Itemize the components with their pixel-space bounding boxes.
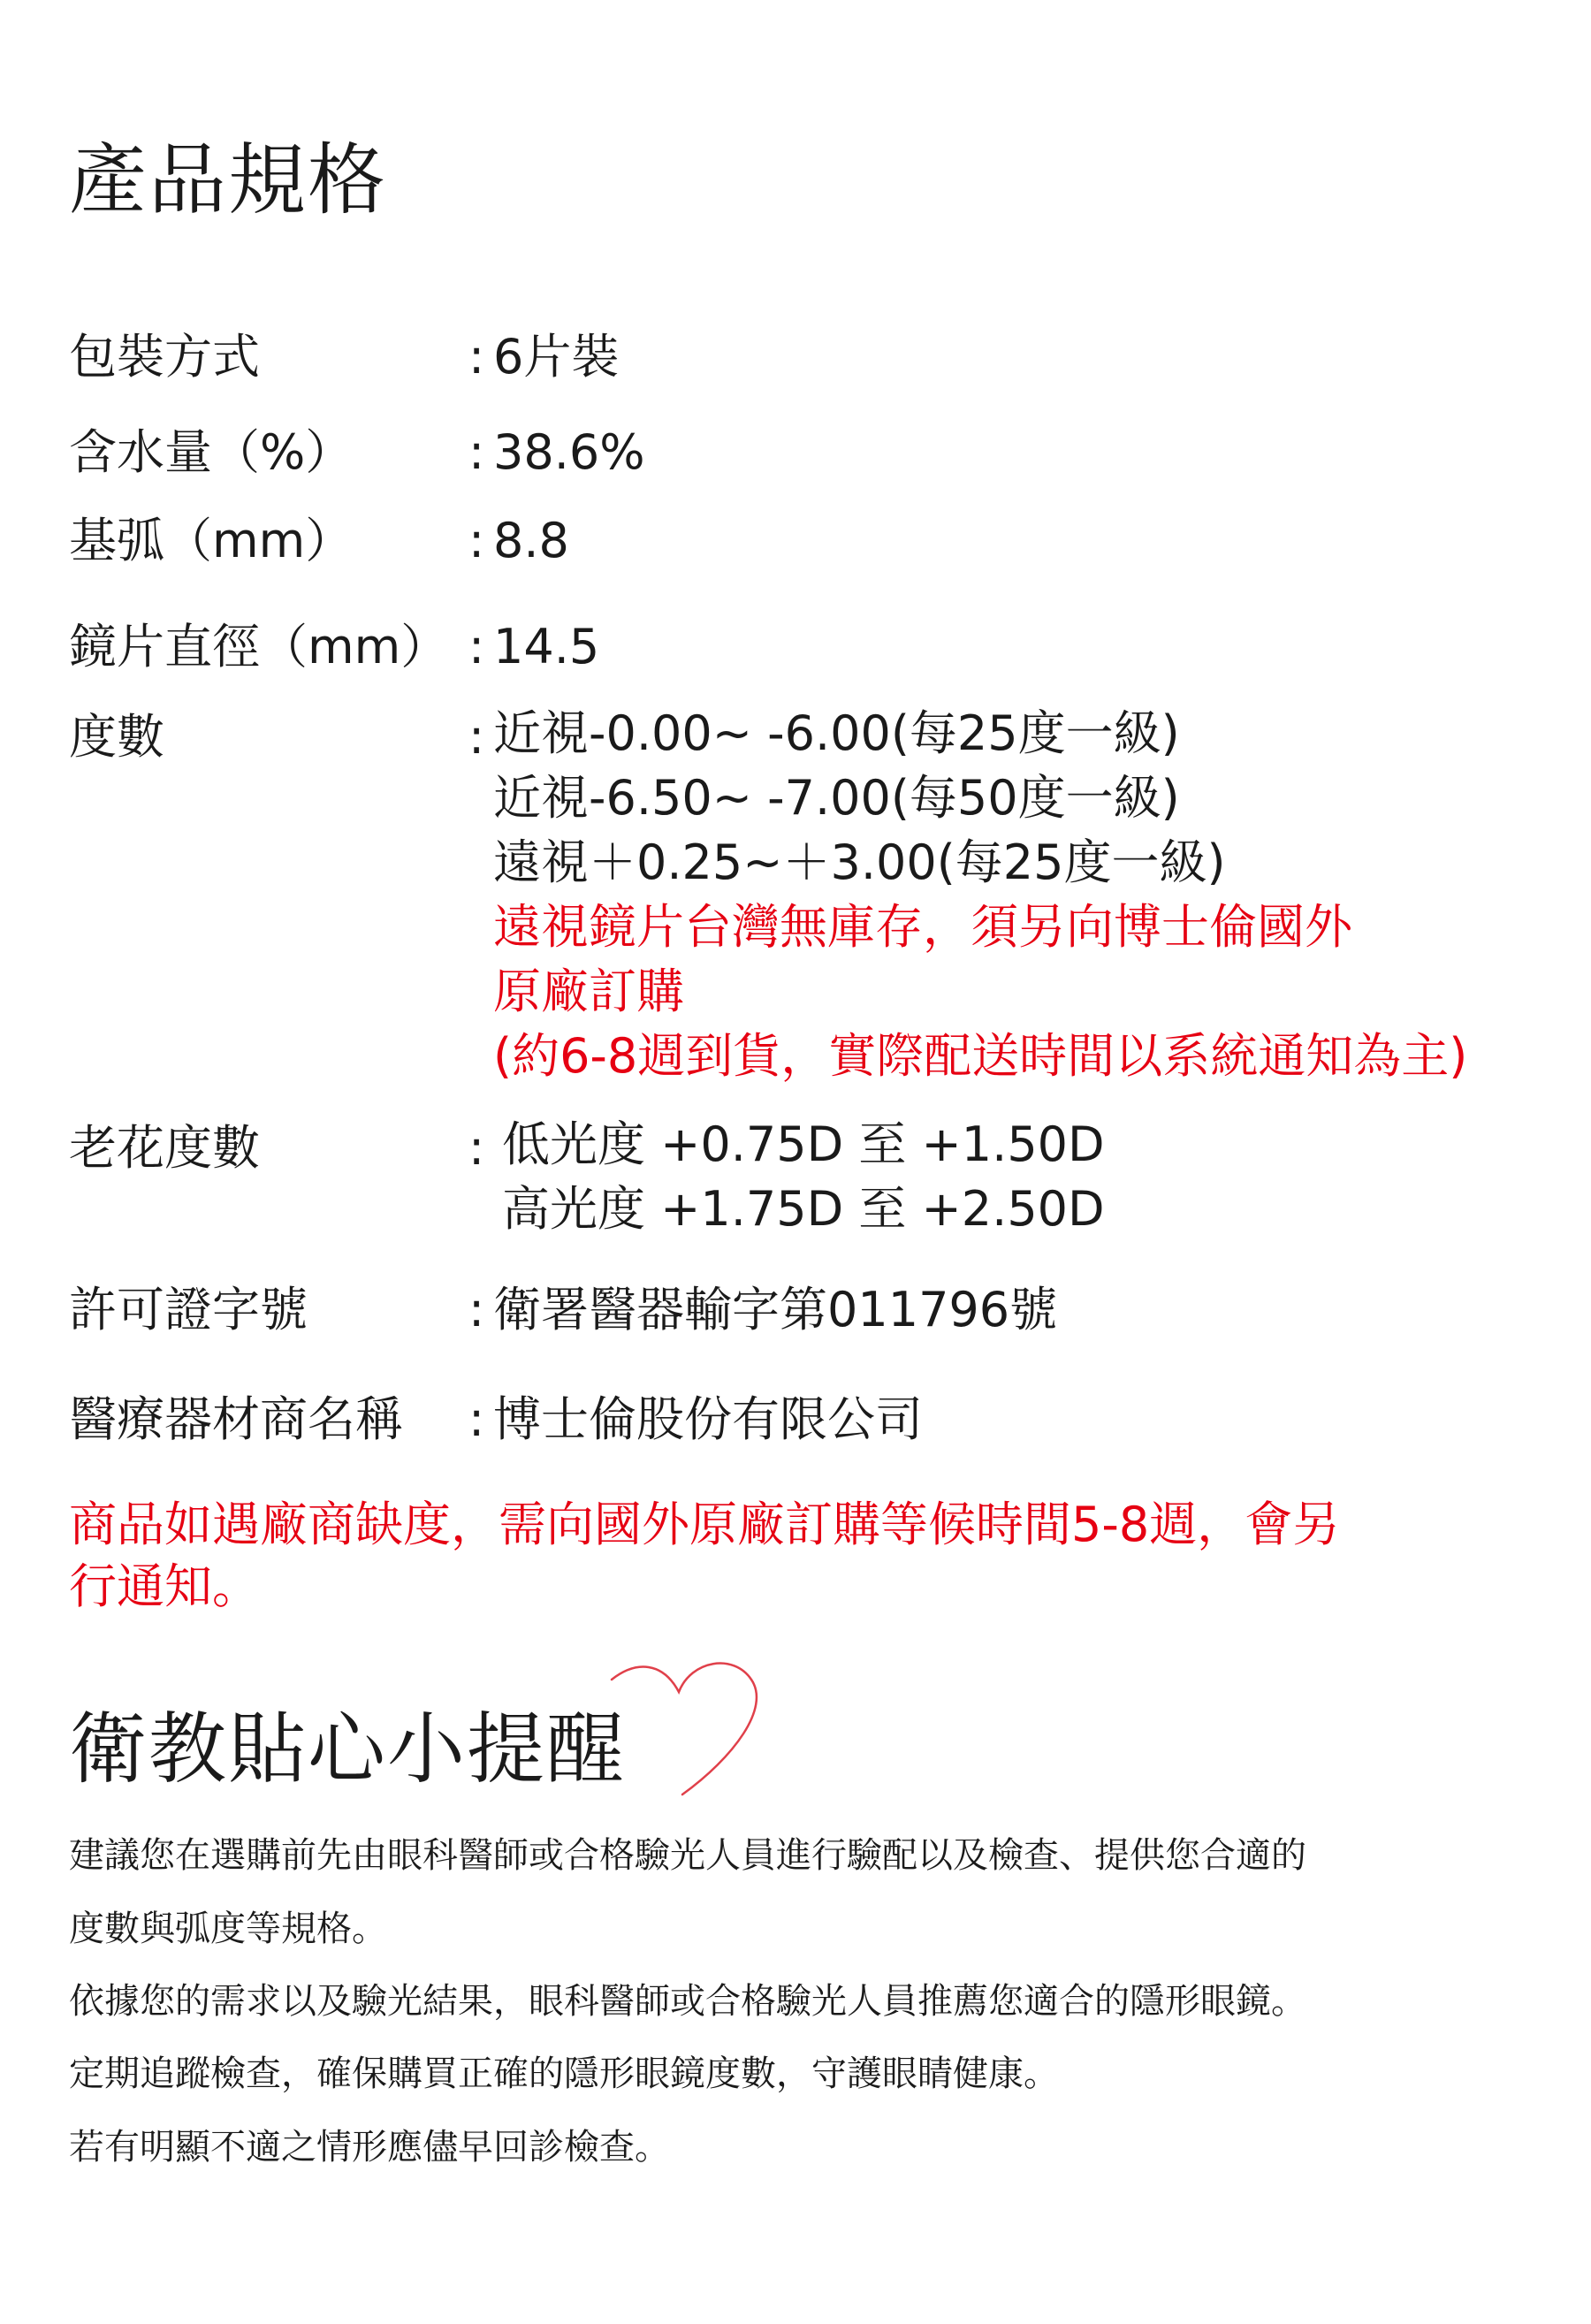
spec-colon: :	[468, 424, 485, 480]
spec-label-license: 許可證字號	[69, 1282, 308, 1337]
tips-title: 衛教貼心小提醒	[69, 1703, 627, 1794]
spec-label-diameter: 鏡片直徑（mm）	[69, 619, 449, 674]
tip-line-2: 度數與弧度等規格。	[69, 1909, 387, 1949]
spec-colon: :	[468, 619, 485, 674]
power-line-myopia-2: 近視-6.50~ -7.00(每50度一級)	[493, 770, 1180, 826]
power-line-hyperopia: 遠視＋0.25~＋3.00(每25度一級)	[493, 834, 1226, 890]
spec-colon: :	[468, 513, 485, 568]
power-line-myopia-1: 近視-0.00~ -6.00(每25度一級)	[493, 705, 1180, 761]
tip-line-4: 定期追蹤檢查，確保購買正確的隱形眼鏡度數，守護眼睛健康。	[69, 2054, 1059, 2094]
tip-line-3: 依據您的需求以及驗光結果，眼科醫師或合格驗光人員推薦您適合的隱形眼鏡。	[69, 1981, 1306, 2022]
spec-value-diameter: 14.5	[493, 619, 600, 674]
stock-notice-line-2: 行通知。	[69, 1558, 260, 1614]
spec-value-water: 38.6%	[493, 424, 645, 480]
spec-colon: :	[468, 1282, 485, 1337]
power-warning-line-3: (約6-8週到貨，實際配送時間以系統通知為主)	[493, 1028, 1468, 1084]
power-warning-line-2: 原廠訂購	[493, 964, 684, 1019]
spec-title: 產品規格	[69, 134, 388, 225]
presbyopia-line-high: 高光度 +1.75D 至 +2.50D	[502, 1181, 1105, 1237]
spec-label-vendor: 醫療器材商名稱	[69, 1391, 403, 1447]
spec-value-presbyopia	[502, 1112, 1105, 1241]
spec-value-power	[493, 701, 1467, 1088]
tip-line-1: 建議您在選購前先由眼科醫師或合格驗光人員進行驗配以及檢查、提供您合適的	[69, 1835, 1306, 1876]
spec-colon: :	[468, 1391, 485, 1447]
spec-colon: :	[468, 1120, 485, 1176]
spec-colon: :	[468, 709, 485, 765]
spec-label-packaging: 包裝方式	[69, 329, 260, 385]
power-warning-line-1: 遠視鏡片台灣無庫存，須另向博士倫國外	[493, 899, 1352, 955]
tip-line-5: 若有明顯不適之情形應儘早回診檢查。	[69, 2127, 670, 2168]
spec-label-presbyopia: 老花度數	[69, 1120, 260, 1176]
spec-label-water: 含水量（%）	[69, 424, 354, 480]
stock-notice	[69, 1494, 1340, 1618]
heart-outline-icon	[601, 1653, 769, 1803]
spec-value-vendor: 博士倫股份有限公司	[493, 1391, 923, 1447]
spec-colon: :	[468, 329, 485, 385]
spec-label-power: 度數	[69, 709, 164, 765]
spec-label-base-curve: 基弧（mm）	[69, 513, 354, 568]
presbyopia-line-low: 低光度 +0.75D 至 +1.50D	[502, 1116, 1105, 1172]
spec-value-base-curve: 8.8	[493, 513, 569, 568]
stock-notice-line-1: 商品如遇廠商缺度，需向國外原廠訂購等候時間5-8週，會另	[69, 1497, 1341, 1552]
spec-value-packaging: 6片裝	[493, 329, 620, 385]
spec-value-license: 衛署醫器輸字第011796號	[493, 1282, 1058, 1337]
